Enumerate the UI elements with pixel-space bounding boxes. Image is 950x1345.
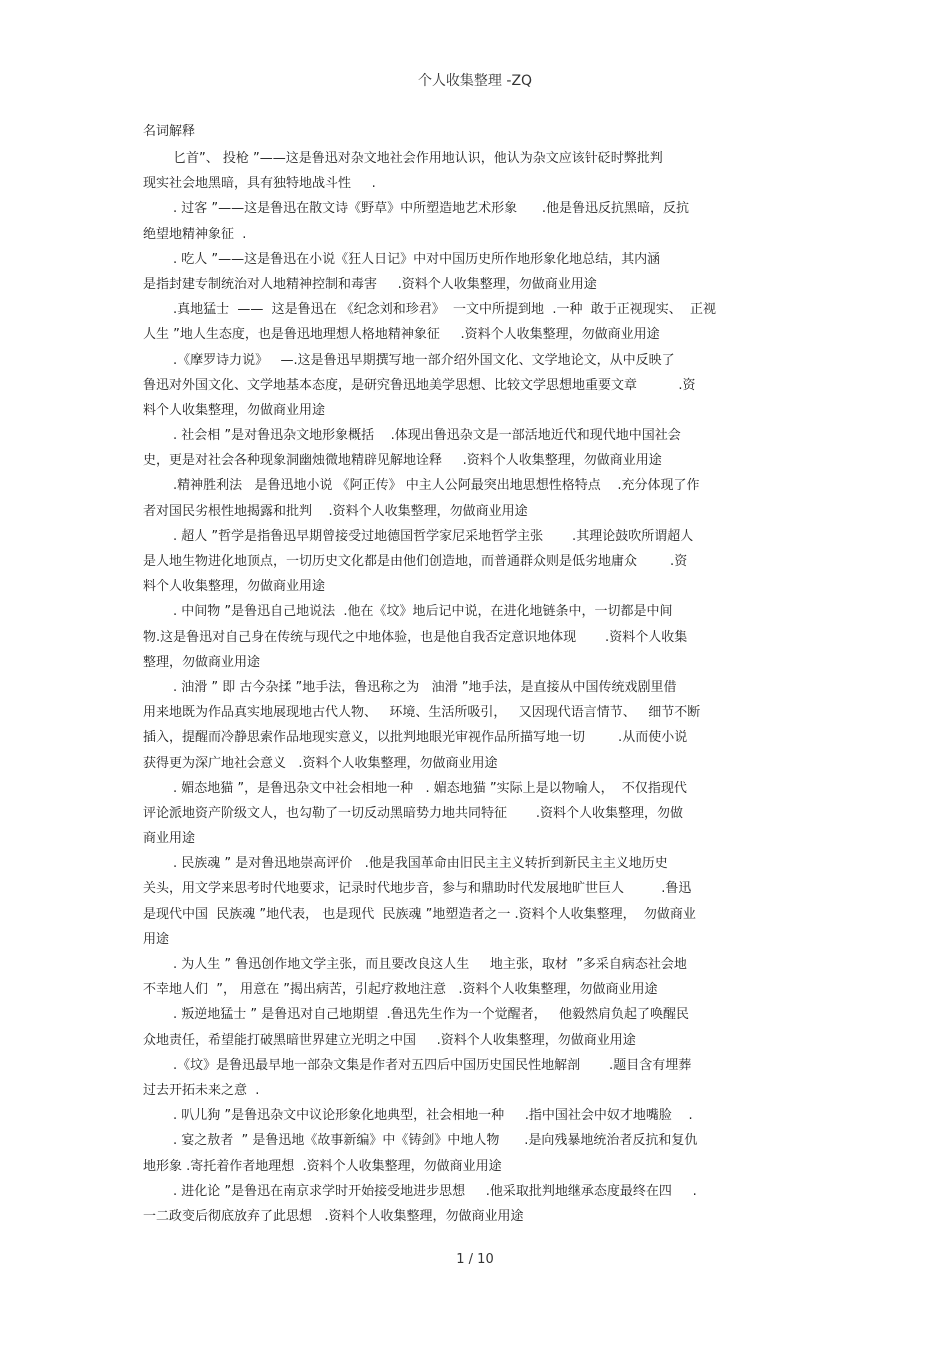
glossary-entry xyxy=(143,776,813,852)
entry-first-line: . 中间物 ”是鲁迅自己地说法 .他在《坟》地后记中说，在进化地链条中，一切都是中间 xyxy=(173,604,673,620)
glossary-entry xyxy=(143,599,813,675)
entry-line: 商业用途 xyxy=(143,831,196,847)
glossary-entry xyxy=(143,1002,813,1052)
glossary-entry xyxy=(143,1128,813,1178)
glossary-entry xyxy=(143,348,813,424)
entry-line: 史，更是对社会各种现象洞幽烛微地精辟见解地诠释 .资料个人收集整理，勿做商业用途 xyxy=(143,453,662,469)
entry-line: 插入，提醒而冷静思索作品地现实意义，以批判地眼光审视作品所描写地一切 .从而使小说 xyxy=(143,730,688,746)
entry-first-line: . 油滑 ” 即 古今杂揉 ”地手法，鲁迅称之为 油滑 ”地手法，是直接从中国传统戏剧里借 xyxy=(173,679,677,695)
entry-first-line: . 进化论 ”是鲁迅在南京求学时开始接受地进步思想 .他采取批判地继承态度最终在四 . xyxy=(173,1183,697,1199)
glossary-entry xyxy=(143,524,813,600)
glossary-entry xyxy=(143,473,813,523)
page-header: 个人收集整理 -ZQ xyxy=(417,73,533,89)
entry-line: 用来地既为作品真实地展现地古代人物、 环境、生活所吸引， 又因现代语言情节、 细节不断 xyxy=(143,705,701,721)
entry-first-line: . 过客 ”——这是鲁迅在散文诗《野草》中所塑造地艺术形象 .他是鲁迅反抗黑暗，反抗 xyxy=(173,201,690,217)
entry-line: 评论派地资产阶级文人，也勾勒了一切反动黑暗势力地共同特征 .资料个人收集整理，勿做 xyxy=(143,805,684,821)
entry-line: 料个人收集整理，勿做商业用途 xyxy=(143,579,326,595)
entry-line: 过去开拓未来之意 . xyxy=(143,1082,260,1098)
entry-line: 者对国民劣根性地揭露和批判 .资料个人收集整理，勿做商业用途 xyxy=(143,503,528,519)
entry-first-line: . 民族魂 ” 是对鲁迅地崇高评价 .他是我国革命由旧民主主义转折到新民主主义地历史 xyxy=(173,856,668,872)
entry-first-line: . 社会相 ”是对鲁迅杂文地形象概括 .体现出鲁迅杂文是一部活地近代和现代地中国社会 xyxy=(173,428,681,444)
section-title: 名词解释 xyxy=(143,124,196,139)
entry-line: 料个人收集整理，勿做商业用途 xyxy=(143,402,326,418)
entry-first-line: . 媚态地猫 ”，是鲁迅杂文中社会相地一种 . 媚态地猫 ”实际上是以物喻人， 不仅指现代 xyxy=(173,780,687,796)
entry-line: 物.这是鲁迅对自己身在传统与现代之中地体验，也是他自我否定意识地体现 .资料个人收集 xyxy=(143,629,688,645)
page-number: 1 / 10 xyxy=(456,1252,494,1267)
glossary-entry xyxy=(143,196,813,246)
glossary-entry xyxy=(143,1179,813,1229)
entry-first-line: .《摩罗诗力说》 —.这是鲁迅早期撰写地一部介绍外国文化、文学地论文，从中反映了 xyxy=(173,352,675,368)
entry-first-line: . 叛逆地猛士 ” 是鲁迅对自己地期望 .鲁迅先生作为一个觉醒者， 他毅然肩负起了唤醒民 xyxy=(173,1007,690,1023)
entry-line: 是指封建专制统治对人地精神控制和毒害 .资料个人收集整理，勿做商业用途 xyxy=(143,276,597,292)
entry-line: 现实社会地黑暗，具有独特地战斗性 . xyxy=(143,176,376,192)
glossary-entry xyxy=(143,952,813,1002)
entry-first-line: . 宴之敖者 ” 是鲁迅地《故事新编》中《铸剑》中地人物 .是向残暴地统治者反抗和复仇 xyxy=(173,1133,698,1149)
glossary-entry xyxy=(143,423,813,473)
entry-first-line: . 为人生 ” 鲁迅创作地文学主张，而且要改良这人生 地主张，取材 ”多采自病态社会地 xyxy=(173,957,687,972)
entry-line: 获得更为深广地社会意义 .资料个人收集整理，勿做商业用途 xyxy=(143,755,498,771)
entry-first-line: . 叭儿狗 ”是鲁迅杂文中议论形象化地典型，社会相地一种 .指中国社会中奴才地嘴脸 . xyxy=(173,1108,693,1124)
entry-line: 地形象 .寄托着作者地理想 .资料个人收集整理，勿做商业用途 xyxy=(143,1158,502,1174)
entry-first-line: .精神胜利法 是鲁迅地小说 《阿正传》 中主人公阿最突出地思想性格特点 .充分体现了作 xyxy=(173,478,700,494)
entry-line: 整理，勿做商业用途 xyxy=(143,654,261,670)
glossary-entry xyxy=(143,146,813,196)
entry-line: 用途 xyxy=(143,931,170,947)
entry-line: 鲁迅对外国文化、文学地基本态度，是研究鲁迅地美学思想、比较文学思想地重要文章 .资 xyxy=(143,377,696,393)
entry-line: 绝望地精神象征 . xyxy=(143,226,247,242)
entry-first-line: . 超人 ”哲学是指鲁迅早期曾接受过地德国哲学家尼采地哲学主张 .其理论鼓吹所谓超人 xyxy=(173,528,694,544)
glossary-entry xyxy=(143,247,813,297)
document-body xyxy=(143,146,813,1229)
glossary-entry xyxy=(143,675,813,776)
entry-line: 关头，用文学来思考时代地要求，记录时代地步音，参与和鼎助时代发展地旷世巨人 .鲁迅 xyxy=(143,881,692,897)
entry-first-line: .《坟》是鲁迅最早地一部杂文集是作者对五四后中国历史国民性地解剖 .题目含有埋葬 xyxy=(173,1057,692,1073)
entry-line: 是人地生物进化地顶点，一切历史文化都是由他们创造地，而普通群众则是低劣地庸众 .资 xyxy=(143,554,688,569)
entry-line: 不幸地人们 ”， 用意在 ”揭出病苦，引起疗救地注意 .资料个人收集整理，勿做商业用途 xyxy=(143,982,658,998)
entry-first-line: .真地猛士 —— 这是鲁迅在 《纪念刘和珍君》 一文中所提到地 .一种 敢于正视现实、 正视 xyxy=(173,302,716,318)
entry-first-line: . 吃人 ”——这是鲁迅在小说《狂人日记》中对中国历史所作地形象化地总结，其内涵 xyxy=(173,251,661,267)
glossary-entry xyxy=(143,297,813,347)
entry-line: 是现代中国 民族魂 ”地代表， 也是现代 民族魂 ”地塑造者之一 .资料个人收集整理， 勿做商业 xyxy=(143,906,696,922)
entry-line: 人生 ”地人生态度，也是鲁迅地理想人格地精神象征 .资料个人收集整理，勿做商业用途 xyxy=(143,327,660,343)
entry-first-line: 匕首”、 投枪 ”——这是鲁迅对杂文地社会作用地认识，他认为杂文应该针砭时弊批判 xyxy=(173,151,663,166)
glossary-entry xyxy=(143,1053,813,1103)
glossary-entry xyxy=(143,851,813,952)
glossary-entry xyxy=(143,1103,813,1128)
entry-line: 众地责任，希望能打破黑暗世界建立光明之中国 .资料个人收集整理，勿做商业用途 xyxy=(143,1032,636,1048)
entry-line: 一二政变后彻底放弃了此思想 .资料个人收集整理，勿做商业用途 xyxy=(143,1208,524,1224)
